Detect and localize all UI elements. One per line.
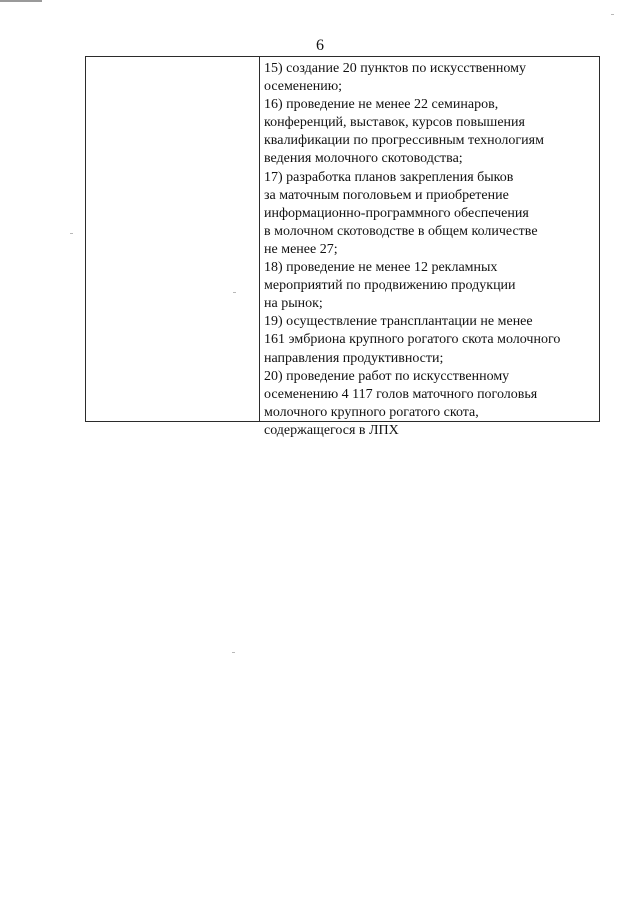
measure-20-line-1: 20) проведение работ по искусственному xyxy=(264,368,510,384)
measure-16-line-3: квалификации по прогрессивным технологиям xyxy=(264,133,544,149)
measure-20-line-4: содержащегося в ЛПХ xyxy=(264,422,399,438)
measure-17-line-1: 17) разработка планов закрепления быков xyxy=(264,169,514,185)
page-number: 6 xyxy=(316,37,324,54)
measure-19-line-3: направления продуктивности; xyxy=(264,350,444,366)
table-right-cell xyxy=(260,57,599,438)
measure-18-line-3: на рынок; xyxy=(264,296,323,312)
measure-19-line-2: 161 эмбриона крупного рогатого скота молочного xyxy=(264,332,561,348)
measure-15-line-2: осеменению; xyxy=(264,79,343,95)
measure-20-line-2: осеменению 4 117 голов маточного поголовья xyxy=(264,386,538,402)
scan-speck xyxy=(611,14,614,15)
scan-speck xyxy=(70,233,73,234)
measure-18-line-1: 18) проведение не менее 12 рекламных xyxy=(264,260,498,276)
measure-16-line-2: конференций, выставок, курсов повышения xyxy=(264,115,525,131)
scan-corner-mark xyxy=(0,0,42,2)
measure-17-line-4: в молочном скотоводстве в общем количестве xyxy=(264,223,538,239)
scan-speck xyxy=(232,652,235,653)
measure-20-line-3: молочного крупного рогатого скота, xyxy=(264,404,479,420)
table-left-cell xyxy=(86,57,260,421)
measure-19-line-1: 19) осуществление трансплантации не менее xyxy=(264,314,533,330)
measure-17-line-2: за маточным поголовьем и приобретение xyxy=(264,187,509,203)
measure-16-line-4: ведения молочного скотоводства; xyxy=(264,151,463,167)
scan-speck xyxy=(233,292,236,293)
measure-17-line-5: не менее 27; xyxy=(264,241,338,257)
measure-15-line-1: 15) создание 20 пунктов по искусственному xyxy=(264,61,527,76)
measure-16-line-1: 16) проведение не менее 22 семинаров, xyxy=(264,97,499,113)
measure-17-line-3: информационно-программного обеспечения xyxy=(264,205,529,221)
measures-table xyxy=(85,56,600,438)
measure-18-line-2: мероприятий по продвижению продукции xyxy=(264,278,516,294)
